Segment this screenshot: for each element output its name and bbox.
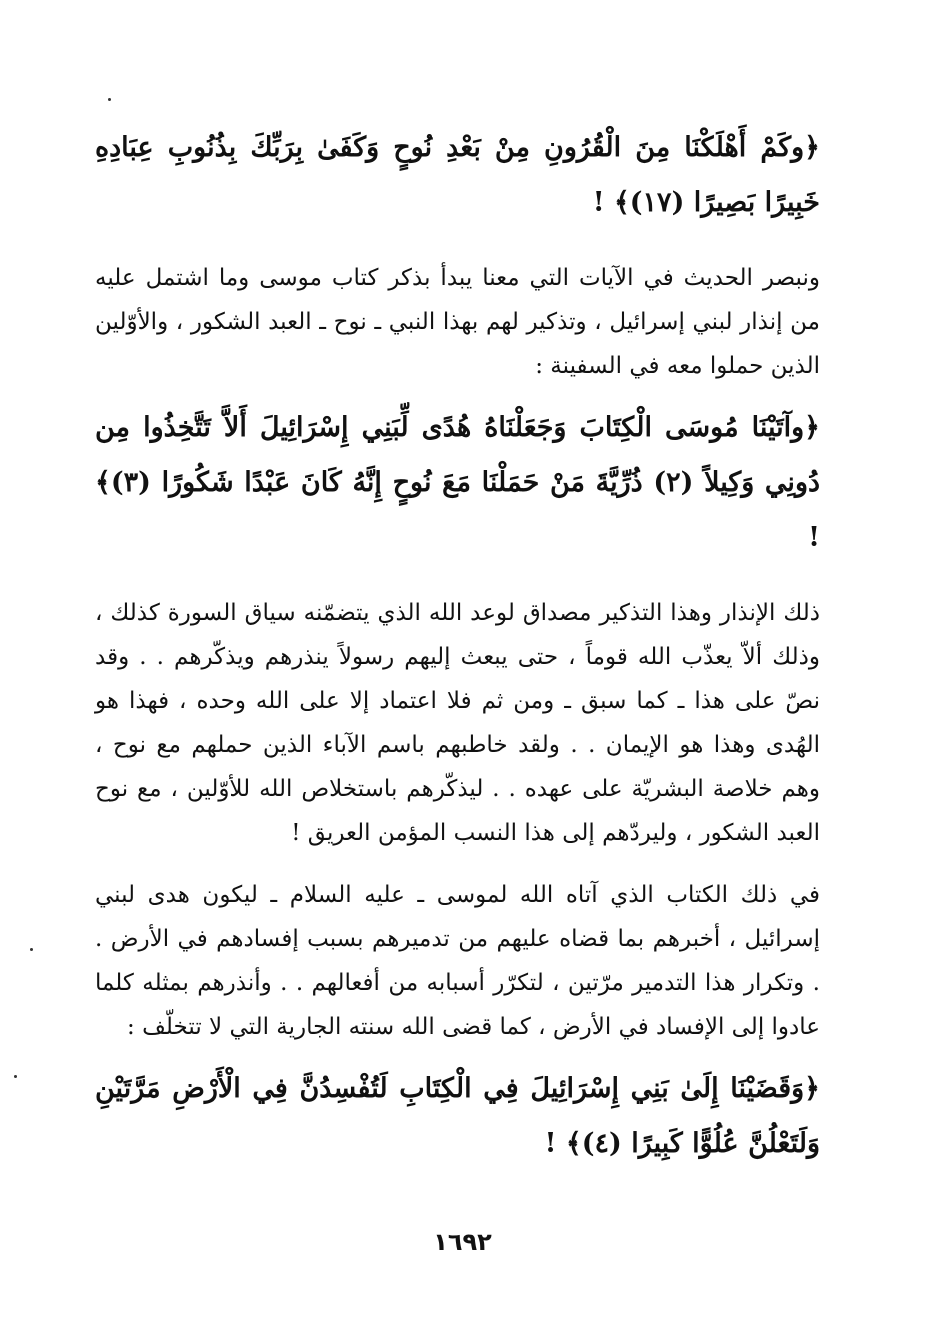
page-body: [95, 120, 820, 1171]
paragraph-2: ذلك الإنذار وهذا التذكير مصداق لوعد الله الذي يتضمّنه سياق السورة كذلك ، وذلك ألاّ يعذّب الله قوماً ، حتى يبعث إليهم رسولاً ينذرهم ويذكّرهم . . وقد نصّ على هذا ـ كما سبق ـ ومن ثم فلا اعتماد إلا على الله وحده ، فهذا هو الهُدى وهذا هو الإيمان . . ولقد خاطبهم باسم الآباء الذين حملهم مع نوح ، وهم خلاصة البشريّة على عهده . . ليذكّرهم باستخلاص الله للأوّلين ، مع نوح العبد الشكور ، وليردّهم إلى هذا النسب المؤمن العريق !: [95, 600, 820, 846]
scan-speck: [30, 948, 33, 951]
page-number: ١٦٩٢: [433, 1228, 492, 1256]
paragraph-3: في ذلك الكتاب الذي آتاه الله لموسى ـ عليه السلام ـ ليكون هدى لبني إسرائيل ، أخبرهم بما قضاه عليهم من تدميرهم بسبب إفسادهم في الأرض . . وتكرار هذا التدمير مرّتين ، لتكرّر أسبابه من أفعالهم . . وأنذرهم بمثله كلما عادوا إلى الإفساد في الأرض ، كما قضى الله سنته الجارية التي لا تتخلّف :: [95, 882, 820, 1040]
quran-verse-1: ﴿وكَمْ أَهْلَكْنَا مِنَ الْقُرُونِ مِنْ بَعْدِ نُوحٍ وَكَفَىٰ بِرَبِّكَ بِذُنُوبِ عِبَادِهِ خَبِيرًا بَصِيرًا (١٧)﴾ !: [95, 132, 820, 218]
scan-speck: [108, 98, 111, 101]
quran-verse-3: ﴿وَقَضَيْنَا إِلَىٰ بَنِي إِسْرَائِيلَ فِي الْكِتَابِ لَتُفْسِدُنَّ فِي الْأَرْضِ مَرَّتَيْنِ وَلَتَعْلُنَّ عُلُوًّا كَبِيرًا (٤)﴾ !: [95, 1073, 820, 1159]
paragraph-1: ونبصر الحديث في الآيات التي معنا يبدأ بذكر كتاب موسى وما اشتمل عليه من إنذار لبني إسرائيل ، وتذكير لهم بهذا النبي ـ نوح ـ العبد الشكور ، والأوّلين الذين حملوا معه في السفينة :: [95, 265, 820, 379]
quran-verse-2: ﴿وآتَيْنَا مُوسَى الْكِتَابَ وَجَعَلْنَاهُ هُدًى لِّبَنِي إِسْرَائِيلَ أَلاَّ تَتَّخِذُوا مِن دُونِي وَكِيلاً (٢) ذُرِّيَّةَ مَنْ حَمَلْنَا مَعَ نُوحٍ إِنَّهُ كَانَ عَبْدًا شَكُورًا (٣)﴾ !: [95, 412, 821, 553]
scan-speck: [14, 1075, 17, 1078]
